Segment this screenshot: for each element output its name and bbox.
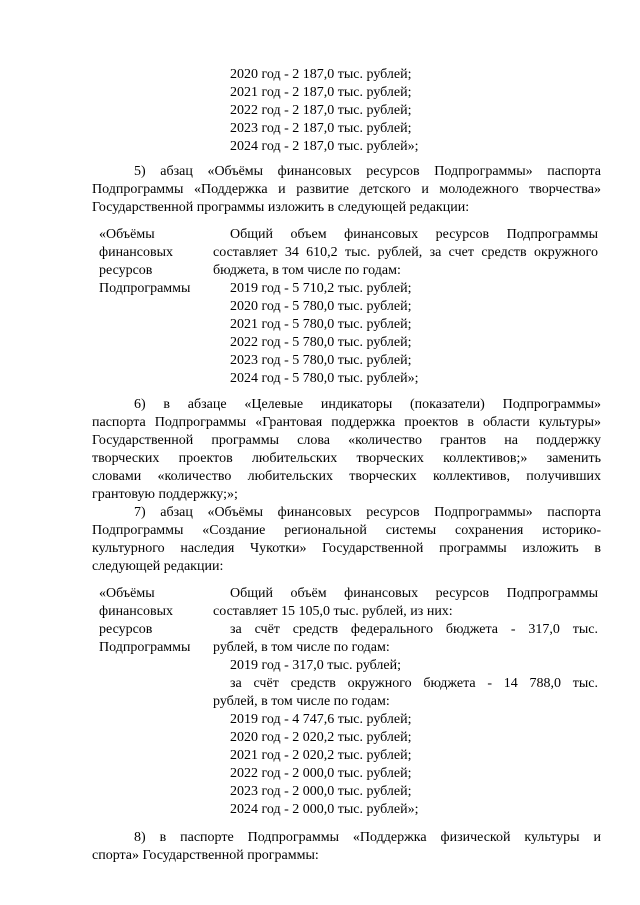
table1-value: 2021 год - 5 780,0 тыс. рублей; <box>230 317 412 332</box>
item6-line: 6) в абзаце «Целевые индикаторы (показатели) Подпрограммы» <box>134 397 601 412</box>
table1-value: 2020 год - 5 780,0 тыс. рублей; <box>230 299 412 314</box>
table2-label: «Объёмы <box>99 586 155 601</box>
item6-line: паспорта Подпрограммы «Грантовая поддержка проектов в области культуры» <box>92 415 601 430</box>
item5-line: Подпрограммы «Поддержка и развитие детского и молодежного творчества» <box>92 182 601 197</box>
table2-label: Подпрограммы <box>99 640 191 655</box>
year-line: 2020 год - 2 187,0 тыс. рублей; <box>230 67 412 82</box>
year-line: 2021 год - 2 187,0 тыс. рублей; <box>230 85 412 100</box>
table2-value: 2019 год - 4 747,6 тыс. рублей; <box>230 712 412 727</box>
table2-value: рублей, в том числе по годам: <box>213 640 390 655</box>
year-line: 2023 год - 2 187,0 тыс. рублей; <box>230 121 412 136</box>
table2-label: финансовых <box>99 604 173 619</box>
item6-line: творческих проектов любительских творческих коллективов;» заменить <box>92 451 601 466</box>
table1-value: 2023 год - 5 780,0 тыс. рублей; <box>230 353 412 368</box>
table2-value: 2021 год - 2 020,2 тыс. рублей; <box>230 748 412 763</box>
item6-line: словами «количество любительских творческих коллективов, получивших <box>92 469 601 484</box>
table1-value: Общий объем финансовых ресурсов Подпрограммы <box>230 227 598 242</box>
year-line: 2024 год - 2 187,0 тыс. рублей»; <box>230 139 419 154</box>
item7-line: Подпрограммы «Создание региональной системы сохранения историко- <box>92 523 601 538</box>
table1-label: финансовых <box>99 245 173 260</box>
table2-label: ресурсов <box>99 622 153 637</box>
item7-line: следующей редакции: <box>92 559 224 574</box>
item6-line: грантовую поддержку;»; <box>92 487 238 502</box>
year-line: 2022 год - 2 187,0 тыс. рублей; <box>230 103 412 118</box>
table2-value: 2023 год - 2 000,0 тыс. рублей; <box>230 784 412 799</box>
table2-value: 2024 год - 2 000,0 тыс. рублей»; <box>230 802 419 817</box>
table1-label: ресурсов <box>99 263 153 278</box>
item8-line: 8) в паспорте Подпрограммы «Поддержка физической культуры и <box>134 830 601 845</box>
table2-value: рублей, в том числе по годам: <box>213 694 390 709</box>
table1-label: «Объёмы <box>99 227 155 242</box>
table1-label: Подпрограммы <box>99 281 191 296</box>
table2-value: составляет 15 105,0 тыс. рублей, из них: <box>213 604 453 619</box>
item7-line: культурного наследия Чукотки» Государственной программы изложить в <box>92 541 601 556</box>
table2-value: Общий объём финансовых ресурсов Подпрограммы <box>230 586 598 601</box>
table1-value: составляет 34 610,2 тыс. рублей, за счет средств окружного <box>213 245 598 260</box>
item6-line: Государственной программы слова «количество грантов на поддержку <box>92 433 601 448</box>
table2-value: за счёт средств федерального бюджета - 317,0 тыс. <box>230 622 598 637</box>
table2-value: за счёт средств окружного бюджета - 14 788,0 тыс. <box>230 676 598 691</box>
item8-line: спорта» Государственной программы: <box>92 848 319 863</box>
item5-line: Государственной программы изложить в следующей редакции: <box>92 200 470 215</box>
table1-value: 2022 год - 5 780,0 тыс. рублей; <box>230 335 412 350</box>
table2-value: 2019 год - 317,0 тыс. рублей; <box>230 658 402 673</box>
item5-line: 5) абзац «Объёмы финансовых ресурсов Подпрограммы» паспорта <box>134 164 601 179</box>
table2-value: 2020 год - 2 020,2 тыс. рублей; <box>230 730 412 745</box>
table1-value: 2019 год - 5 710,2 тыс. рублей; <box>230 281 412 296</box>
table1-value: 2024 год - 5 780,0 тыс. рублей»; <box>230 371 419 386</box>
table1-value: бюджета, в том числе по годам: <box>213 263 401 278</box>
item7-line: 7) абзац «Объёмы финансовых ресурсов Подпрограммы» паспорта <box>134 505 601 520</box>
table2-value: 2022 год - 2 000,0 тыс. рублей; <box>230 766 412 781</box>
